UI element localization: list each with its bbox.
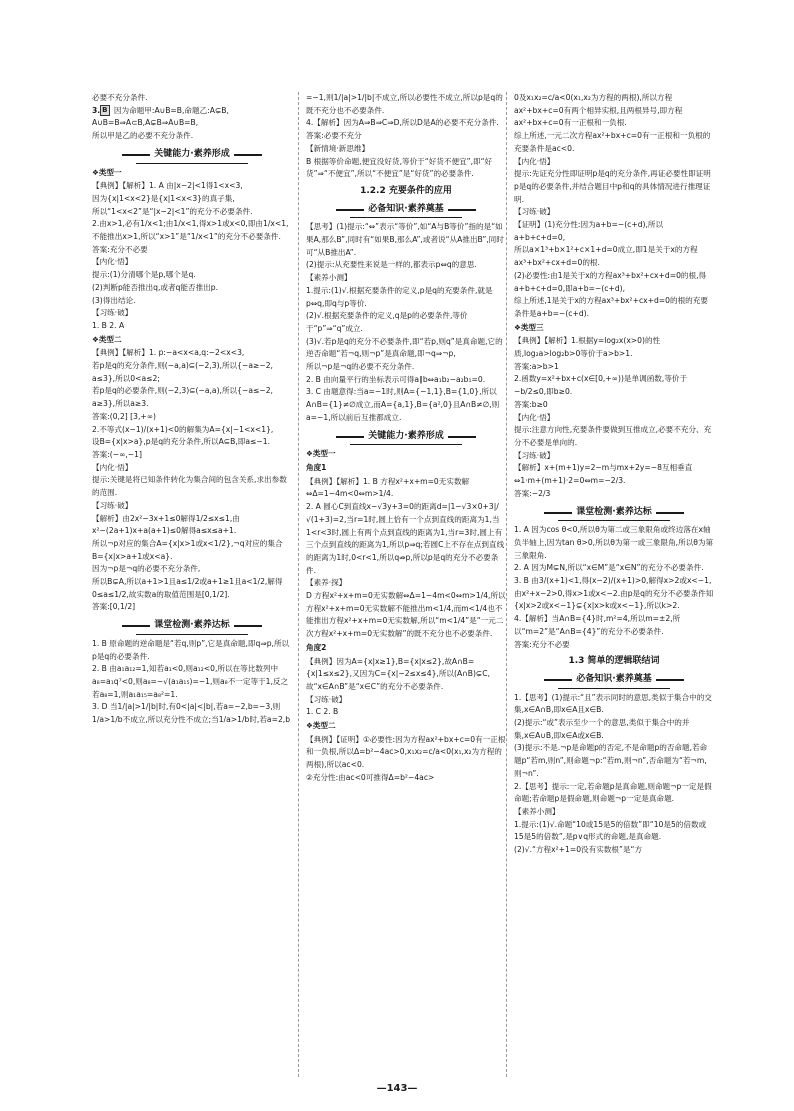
- category-label: ❖类型三: [514, 322, 544, 332]
- answer-line: 【典例】【解析】1. A 由|x−2|<1得1<x<3,: [92, 181, 243, 191]
- section-banner: [514, 506, 714, 519]
- answer-line: 设B={x|x>a},p是q的充分条件,所以A⊆B,即a≤−1.: [92, 437, 271, 447]
- answer-line: 1.提示:(1)√.根据充要条件的定义,p是q的充要条件,就是p⇔q,即q与p等价.: [306, 285, 493, 308]
- answer-line: 提示:注意方向性,充要条件要做到互推成立,必要不充分、充分不必要是单向的.: [514, 425, 712, 447]
- answer-line: =−1,则1/|a|>1/|b|不成立,所以必要性不成立,所以p是q的既不充分也不必要条件.: [306, 93, 503, 115]
- answer-line: [92, 105, 292, 118]
- answer-line: 2. A 因为M⊊N,所以“x∈M”是“x∈N”的充分不必要条件.: [514, 563, 704, 573]
- category-label: 角度2: [306, 642, 327, 652]
- answer-line: 【典例】【证明】①必要性:因为方程ax²+bx+c=0有一正根和一负根,所以Δ=b²−4ac>0,x₁x₂=c/a<0(x₁,x₂为方程的两根),所以ac<0.: [306, 734, 506, 770]
- section-banner-text: 课堂检测·素养达标: [150, 620, 233, 630]
- answer-line: 【习练·破】: [306, 694, 347, 704]
- answer-line: 【习练·破】: [514, 207, 555, 217]
- answer-line: 【习练·破】: [514, 450, 555, 460]
- category-label: ❖类型一: [92, 167, 122, 177]
- answer-line: 【内化·悟】: [514, 156, 555, 166]
- answer-line: 所以¬p对应的集合A={x|x>1或x<1/2},¬q对应的集合B={x|x>a+1或x<a}.: [92, 538, 283, 561]
- answer-line: 必要不充分条件.: [92, 93, 148, 102]
- answer-line: 1.提示:(1)√.命题“10或15是5的倍数”即“10是5的倍数或15是5的倍数”,是p∨q形式的命题,是真命题.: [514, 819, 707, 842]
- answer-line: 若p是q的充分条件,则(−a,a)⊆(−2,3),所以{−a≥−2, a≤3},所以0<a≤2;: [92, 361, 273, 383]
- answer-line: (2)提示:“或”表示至少一个的意思,类似于集合中的并集,x∈A∪B,即x∈A或x∈B.: [514, 718, 690, 740]
- section-banner: [306, 430, 506, 443]
- answer-line: 【证明】(1)充分性:因为a+b=−(c+d),所以a+b+c+d=0,: [514, 220, 664, 242]
- answer-line: 2.由x>1,必有1/x<1;由1/x<1,得x>1或x<0,即由1/x<1,不能推出x>1,所以“x>1”是“1/x<1”的充分不必要条件.: [92, 219, 289, 242]
- answer-line: 2.【思考】提示:一定,若命题p是真命题,则命题¬p一定是假命题;若命题p是假命题,则命题¬p一定是真命题.: [514, 781, 712, 804]
- answer-line: 答案:必要不充分: [306, 131, 362, 141]
- answer-line: 综上所述,1是关于x的方程ax³+bx²+cx+d=0的根的充要条件是a+b=−(c+d).: [514, 296, 708, 318]
- answer-line: 【思考】(1)提示:“⇔”表示“等价”,如“A与B等价”指的是“如果A,那么B”,同时有“如果B,那么A”,或者说“从A推出B”,同时可“从B推出A”.: [306, 222, 504, 257]
- answer-line: 3. C 由题意得:当a=−1时,则A={−1,1},B={1,0},所以A∩B={1}≠∅成立,而A={a,1},B={a²,0}且A∩B≠∅,则a=−1,所以前后互推都成立.: [306, 387, 500, 422]
- answer-line: (2)√.根据充要条件的定义,q是p的必要条件,等价于“p”⇒“q”成立.: [306, 311, 468, 333]
- section-banner: [92, 148, 292, 161]
- answer-line: 【素养小测】: [306, 273, 352, 283]
- category-label: ❖类型一: [306, 449, 336, 459]
- answer-choice-box: B: [102, 105, 108, 114]
- answer-line: 2. B 由a₁a₁₂=1,知若a₁<0,则a₁₂<0,所以在等比数列中a₈=a₁q⁷<0,则a₈=−√(a₁a₁₅)=−1,则a₈不一定等于1,反之若a₈=1,则a₁a₁₅=a₈²=1.: [92, 664, 289, 699]
- answer-line: 答案:−2/3: [514, 488, 551, 498]
- answer-line: 答案:(−∞,−1]: [92, 449, 142, 459]
- answer-column-2: [306, 92, 506, 1077]
- answer-line: 1. B 2. A: [92, 320, 125, 330]
- answer-line: 【内化·悟】: [92, 462, 133, 472]
- answer-line: 【典例】因为A={x|x≥1},B={x|x≤2},故A∩B={x|1≤x≤2},又因为C={x|−2≤x≤4},所以(A∩B)⊊C,故“x∈A∩B”是“x∈C”的充分不必要条件.: [306, 656, 490, 691]
- section-banner: [92, 619, 292, 632]
- answer-line: 所以“1<x<2”是“|x−2|<1”的充分不必要条件.: [92, 206, 253, 216]
- answer-line: 【习练·破】: [92, 500, 133, 510]
- answer-line: 4.【解析】当A∩B={4}时,m²=4,所以m=±2,所以“m=2”是“A∩B={4}”的充分不必要条件.: [514, 614, 681, 636]
- answer-line: 【内化·悟】: [514, 412, 555, 422]
- answer-line: 0及x₁x₂=c/a<0(x₁,x₂为方程的两根),所以方程ax²+bx+c=0有两个相异实根,且两根异号,即方程ax²+bx+c=0有一正根和一负根.: [514, 93, 683, 128]
- section-banner: [306, 203, 506, 216]
- answer-line: 答案:[0,1/2]: [92, 602, 136, 612]
- category-label: 角度1: [306, 462, 327, 472]
- answer-line: 综上所述,一元二次方程ax²+bx+c=0有一正根和一负根的充要条件是ac<0.: [514, 131, 711, 153]
- answer-line: 因为¬p是¬q的必要不充分条件,: [92, 564, 201, 574]
- answer-line: 【解析】由2x²−3x+1≤0解得1/2≤x≤1,由x²−(2a+1)x+a(a+1)≤0解得a≤x≤a+1.: [92, 513, 240, 536]
- answer-line: 【解析】x+(m+1)y=2−m与mx+2y=−8互相垂直⇔1·m+(m+1)·2=0⇔m=−2/3.: [514, 463, 693, 486]
- answer-line: 提示:关键是将已知条件转化为集合间的包含关系,求出参数的范围.: [92, 475, 287, 498]
- lesson-heading: 1.2.2 充要条件的应用: [360, 185, 452, 196]
- answer-line: 【内化·悟】: [92, 257, 133, 267]
- section-banner-text: 关键能力·素养形成: [364, 431, 447, 441]
- answer-line: 2. A 圆心C到直线x−√3y+3=0的距离d=|1−√3×0+3|/√(1+3)=2,当r=1时,圆上恰有一个点到直线的距离为1,当1<r<3时,圆上有两个点到直线的距离为1,当r=3时,圆上有三个点到直线的距离为1,所以p⇒q;若圆C上不存在点到直线的距离为1时,0<r<1,所以q⇏p,所以p是q的充分不必要条件.: [306, 502, 505, 575]
- column-divider: [298, 92, 299, 1077]
- answer-line: (3)√.若p是q的充分不必要条件,即“若p,则q”是真命题,它的逆否命题“若¬q,则¬p”是真命题,即¬q⇒¬p,: [306, 336, 503, 359]
- lesson-heading: 1.3 简单的逻辑联结词: [568, 656, 660, 667]
- answer-text: 因为命题甲:A∪B=B,命题乙:A⊊B,: [111, 105, 229, 115]
- page-number: —143—: [376, 1083, 418, 1094]
- answer-line: 3. B 由3/(x+1)<1,得(x−2)/(x+1)>0,解得x>2或x<−1,由x²+x−2>0,得x>1或x<−2.由p是q的充分不必要条件知{x|x>2或x<−1}⊊{x|x>k或x<−1},所以k>2.: [514, 576, 714, 611]
- answer-line: 1. C 2. B: [306, 707, 339, 717]
- answer-line: 答案:充分不必要: [92, 244, 148, 254]
- answer-line: (2)√.“方程x²+1=0没有实数根”是“方: [514, 845, 643, 855]
- answer-line: 2. B 由向量平行的坐标表示可得a∥b⇔a₁b₂−a₂b₁=0.: [306, 374, 486, 384]
- answer-line: 【习练·破】: [92, 308, 133, 318]
- answer-line: 提示:(1)分清哪个是p,哪个是q.: [92, 270, 196, 280]
- answer-column-3: [514, 92, 714, 1077]
- answer-line: 【新情境·新思维】: [306, 143, 370, 153]
- answer-line: 1. B 原命题的逆命题是“若q,则p”,它是真命题,即q⇒p,所以p是q的必要条件.: [92, 638, 290, 661]
- answer-line: 1.【思考】(1)提示:“且”表示同时的意思,类似于集合中的交集,x∈A∩B,即x∈A且x∈B.: [514, 692, 712, 715]
- section-banner-text: 课堂检测·素养达标: [572, 507, 655, 517]
- answer-line: 所以甲是乙的必要不充分条件.: [92, 131, 194, 141]
- answer-line: 2.不等式(x−1)/(x+1)<0的解集为A={x|−1<x<1},: [92, 424, 274, 434]
- section-banner-text: 关键能力·素养形成: [150, 149, 233, 159]
- section-banner: [514, 673, 714, 686]
- category-label: ❖类型二: [306, 721, 336, 731]
- section-banner-text: 必备知识·素养奠基: [364, 204, 447, 214]
- answer-line: (2)判断p能否推出q,或者q能否推出p.: [92, 282, 218, 292]
- answer-line: 所以¬p是¬q的必要不充分条件.: [306, 362, 415, 372]
- answer-line: ②充分性:由ac<0可推得Δ=b²−4ac>: [306, 772, 435, 782]
- section-banner-text: 必备知识·素养奠基: [572, 674, 655, 684]
- answer-line: 【典例】【解析】1. B 方程x²+x+m=0无实数解⇔Δ=1−4m<0⇔m>1/4.: [306, 476, 470, 499]
- answer-column-1: [92, 92, 292, 1077]
- answer-line: 【典例】【解析】1. p:−a<x<a,q:−2<x<3,: [92, 348, 245, 358]
- answer-line: B 根据等价命题,便宜没好货,等价于“好货不便宜”,即“好货”⇒“不便宜”,所以“不便宜”是“好货”的必要条件.: [306, 156, 493, 179]
- answer-line: 3. D 当1/|a|>1/|b|时,有0<|a|<|b|,若a=−2,b=−3,则1/a>1/b不成立,所以充分性不成立;当1/a>1/b时,若a=2,b: [92, 702, 291, 725]
- answer-line: (3)得出结论.: [92, 295, 136, 305]
- answer-line: D 方程x²+x+m=0无实数解⇔Δ=1−4m<0⇔m>1/4,所以方程x²+x+m=0无实数解不能推出m<1/4,而m<1/4也不能推出方程x²+x+m=0无实数解,所以“m<1/4”是“一元二次方程x²+x+m=0无实数解”的既不充分也不必要条件.: [306, 591, 506, 639]
- answer-line: 提示:先证充分性即证明p是q的充分条件,再证必要性即证明p是q的必要条件,并结合题目中p和q的具体情况进行推理证明.: [514, 169, 711, 204]
- answer-line: 答案:充分不必要: [514, 639, 570, 649]
- column-divider: [506, 92, 507, 1077]
- answer-line: 【素养·探】: [306, 578, 347, 588]
- answer-line: 1. A 因为cos θ<0,所以θ为第二或三象限角或终边落在x轴负半轴上,因为tan θ>0,所以θ为第一或三象限角,所以θ为第三象限角.: [514, 525, 714, 560]
- answer-line: A∪B=B⇒A⊂B,A⊊B⇒A∪B=B,: [92, 118, 199, 128]
- answer-line: (2)必要性:由1是关于x的方程ax³+bx²+cx+d=0的根,得a+b+c+d=0,即a+b=−(c+d),: [514, 270, 707, 293]
- item-number: 3.: [92, 105, 101, 115]
- answer-line: (2)提示:从充要性来说是一样的,都表示p⇔q的意思.: [306, 260, 477, 270]
- answer-line: 4.【解析】因为A⇒B⇒C⇒D,所以D是A的必要不充分条件.: [306, 118, 499, 128]
- answer-line: 答案:(0,2] [3,+∞): [92, 411, 157, 421]
- answer-line: (3)提示:不是.¬p是命题p的否定,不是命题p的否命题,若命题p“若m,则n”,则命题¬p:“若m,则¬n”,否命题为“若¬m,则¬n”.: [514, 743, 708, 778]
- answer-line: 答案:a>b>1: [514, 361, 559, 371]
- answer-line: 因为{x|1<x<2}是{x|1<x<3}的真子集,: [92, 193, 235, 203]
- answer-line: 所以B⊊A,所以a+1>1且a≤1/2或a+1≥1且a<1/2,解得0≤a≤1/2,故实数a的取值范围是[0,1/2].: [92, 577, 283, 599]
- answer-line: 若p是q的必要条件,则(−2,3)⊆(−a,a),所以{−a≤−2, a≥3},所以a≥3.: [92, 386, 273, 409]
- answer-line: 所以a×1³+b×1²+c×1+d=0成立,即1是关于x的方程ax³+bx²+cx+d=0的根.: [514, 245, 698, 268]
- category-label: ❖类型二: [92, 334, 122, 344]
- answer-line: 2.函数y=x²+bx+c(x∈[0,+∞))是单调函数,等价于−b/2≤0,即b≥0.: [514, 374, 688, 397]
- answer-line: 【典例】【解析】1.根据y=log₂x(x>0)的性质,log₂a>log₂b>0等价于a>b>1.: [514, 336, 661, 359]
- answer-line: 答案:b≥0: [514, 399, 548, 409]
- answer-line: 【素养小测】: [514, 806, 560, 816]
